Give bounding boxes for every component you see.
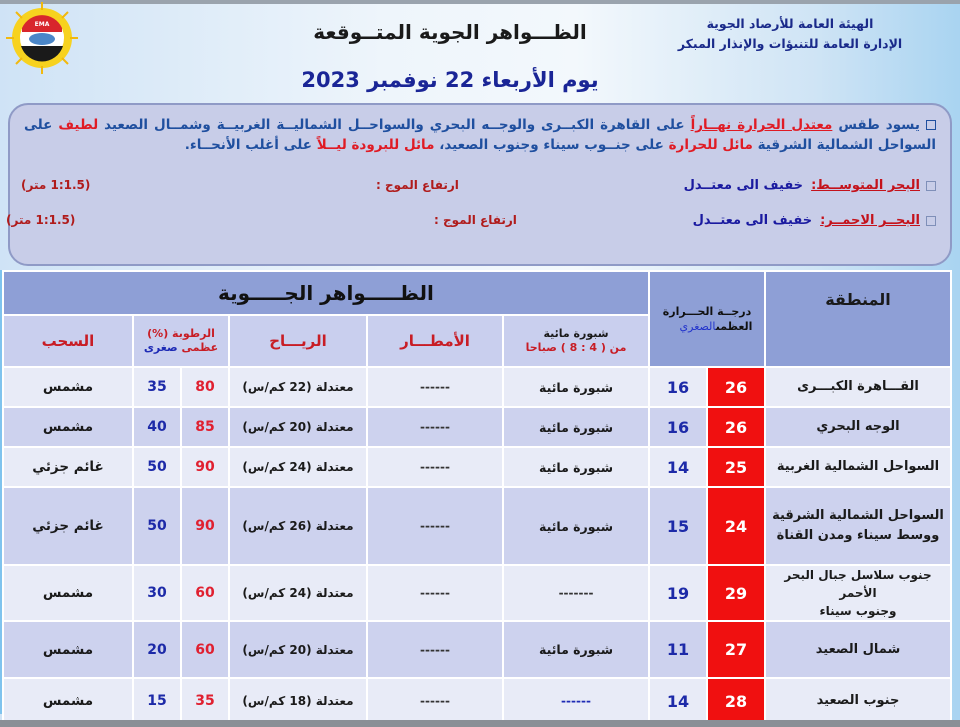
cell-humidity-max: 35 — [181, 678, 229, 724]
cell-fog: شبورة مائية — [503, 367, 649, 407]
header-wind: الريـــاح — [229, 315, 367, 367]
org-line-1: الهيئة العامة للأرصاد الجوية — [706, 16, 874, 31]
cell-rain: ------ — [367, 678, 503, 724]
cell-wind: معتدلة (20 كم/س) — [229, 407, 367, 447]
table-header-row-1 — [3, 271, 951, 315]
cell-wind: معتدلة (22 كم/س) — [229, 367, 367, 407]
cell-fog: ------- — [503, 565, 649, 621]
cell-humidity-min: 30 — [133, 565, 181, 621]
sea-name: البحر المتوســط: — [811, 178, 920, 193]
cell-wind: معتدلة (24 كم/س) — [229, 447, 367, 487]
header-humidity-label: الرطوبة (%) — [147, 327, 215, 340]
organization-name — [660, 14, 920, 54]
cell-humidity-max: 90 — [181, 487, 229, 565]
cell-wind: معتدلة (26 كم/س) — [229, 487, 367, 565]
cell-clouds: مشمس — [3, 367, 133, 407]
cell-temp-max: 26 — [707, 367, 765, 407]
cell-rain: ------ — [367, 407, 503, 447]
summary-text: على أغلب الأنحــاء. — [184, 137, 317, 153]
cell-temp-max: 27 — [707, 621, 765, 678]
wave-label: ارتفاع الموج : — [376, 178, 459, 192]
forecast-date: يوم الأربعاء 22 نوفمبر 2023 — [301, 68, 599, 92]
header-fog — [503, 315, 649, 367]
header-temperature — [649, 271, 765, 367]
sea-mediterranean — [16, 178, 936, 200]
cell-region: السواحل الشمالية الغربية — [765, 447, 951, 487]
cell-wind: معتدلة (18 كم/س) — [229, 678, 367, 724]
header-humidity-min: صغرى — [143, 341, 178, 354]
cell-temp-min: 19 — [649, 565, 707, 621]
table-row — [3, 407, 951, 447]
cell-temp-min: 14 — [649, 678, 707, 724]
cell-region — [765, 487, 951, 565]
cell-humidity-min: 50 — [133, 487, 181, 565]
sea-red-sea — [6, 213, 936, 235]
summary-highlight: معتدل الحرارة نهــاراً — [690, 117, 833, 133]
header-clouds: السحب — [3, 315, 133, 367]
top-border — [0, 0, 960, 4]
table-row — [3, 447, 951, 487]
cell-humidity-min: 50 — [133, 447, 181, 487]
header-phenomena: الظـــــواهر الجـــــوية — [3, 271, 649, 315]
cell-region — [765, 565, 951, 621]
wave-label: ارتفاع الموج : — [434, 213, 517, 227]
cell-region: جنوب الصعيد — [765, 678, 951, 724]
cell-temp-min: 11 — [649, 621, 707, 678]
wave-value: (1:1.5 متر) — [6, 213, 76, 227]
cell-wind: معتدلة (20 كم/س) — [229, 621, 367, 678]
cell-humidity-max: 80 — [181, 367, 229, 407]
cell-humidity-max: 85 — [181, 407, 229, 447]
cell-temp-max: 25 — [707, 447, 765, 487]
cell-region-line-1: جنوب سلاسل جبال البحر الأحمر — [784, 568, 932, 600]
cell-temp-max: 24 — [707, 487, 765, 565]
cell-temp-max: 28 — [707, 678, 765, 724]
page-title: الظـــواهر الجوية المتــوقعة — [313, 20, 587, 44]
summary-text: على السواحل الشمالية الشرقية — [24, 117, 936, 153]
summary-highlight: لطيف — [58, 117, 99, 133]
cell-humidity-min: 35 — [133, 367, 181, 407]
cell-clouds: مشمس — [3, 678, 133, 724]
cell-rain: ------ — [367, 565, 503, 621]
cell-region-line-2: وجنوب سيناء — [819, 604, 897, 618]
summary-text: على جنــوب سيناء وجنوب الصعيد، — [434, 137, 669, 153]
cell-rain: ------ — [367, 367, 503, 407]
cell-clouds: مشمس — [3, 407, 133, 447]
summary-highlight: مائل للبرودة ليــلاً — [316, 137, 435, 153]
header-temp-label: درجــة الحـــرارة — [662, 305, 752, 318]
header-region: المنطقة — [765, 271, 951, 367]
header-rain: الأمطـــار — [367, 315, 503, 367]
sea-name: البحــر الاحمــر: — [820, 213, 920, 228]
cell-temp-min: 16 — [649, 407, 707, 447]
cell-rain: ------ — [367, 487, 503, 565]
summary-text: على القاهرة الكبــرى والوجــه البحري والسواحــل الشماليــة الغربيــة وشمــال الصعيد — [98, 117, 691, 133]
cell-humidity-max: 90 — [181, 447, 229, 487]
cell-region: القـــاهرة الكبـــرى — [765, 367, 951, 407]
svg-text:EMA: EMA — [34, 21, 50, 28]
cell-clouds: مشمس — [3, 565, 133, 621]
cell-humidity-max: 60 — [181, 565, 229, 621]
cell-region: شمال الصعيد — [765, 621, 951, 678]
cell-region: الوجه البحري — [765, 407, 951, 447]
header-fog-label: شبورة مائية — [543, 327, 609, 340]
cell-clouds: غائم جزئي — [3, 487, 133, 565]
cell-fog: شبورة مائية — [503, 447, 649, 487]
header-humidity — [133, 315, 229, 367]
summary-text: يسود طقس — [832, 117, 920, 133]
summary-highlight: مائل للحرارة — [668, 137, 753, 153]
ema-logo-icon — [6, 2, 78, 74]
summary-box — [8, 103, 952, 266]
cell-fog: ------ — [503, 678, 649, 724]
cell-region-line-2: ووسط سيناء ومدن القناة — [776, 528, 940, 543]
cell-rain: ------ — [367, 447, 503, 487]
table-row — [3, 621, 951, 678]
checkbox-bullet-icon — [926, 216, 936, 226]
forecast-table — [4, 270, 952, 714]
cell-temp-min: 15 — [649, 487, 707, 565]
wave-value: (1:1.5 متر) — [21, 178, 91, 192]
sea-state: خفيف الى معتــدل — [683, 178, 804, 193]
cell-clouds: مشمس — [3, 621, 133, 678]
cell-rain: ------ — [367, 621, 503, 678]
cell-temp-max: 26 — [707, 407, 765, 447]
cell-region-line-1: السواحل الشمالية الشرقية — [772, 508, 944, 523]
cell-temp-min: 16 — [649, 367, 707, 407]
cell-humidity-min: 20 — [133, 621, 181, 678]
header-temp-min: الصغري — [679, 320, 716, 333]
header-humidity-max: عظمى — [181, 341, 219, 354]
bottom-border — [0, 720, 960, 727]
cell-wind: معتدلة (24 كم/س) — [229, 565, 367, 621]
cell-fog: شبورة مائية — [503, 407, 649, 447]
cell-temp-max: 29 — [707, 565, 765, 621]
header-temp-max: العظمى — [715, 320, 753, 333]
cell-temp-min: 14 — [649, 447, 707, 487]
cell-humidity-min: 40 — [133, 407, 181, 447]
table-row — [3, 565, 951, 621]
checkbox-bullet-icon — [926, 181, 936, 191]
summary-paragraph — [24, 115, 936, 155]
sea-state: خفيف الى معتــدل — [692, 213, 813, 228]
cell-fog: شبورة مائية — [503, 487, 649, 565]
header-fog-time: من ( 4 : 8 ) صباحا — [525, 341, 627, 354]
cell-clouds: غائم جزئي — [3, 447, 133, 487]
cell-humidity-max: 60 — [181, 621, 229, 678]
checkbox-bullet-icon — [926, 120, 936, 130]
table-row — [3, 367, 951, 407]
table-row — [3, 678, 951, 724]
org-line-2: الإدارة العامة للتنبؤات والإنذار المبكر — [677, 36, 903, 51]
cell-humidity-min: 15 — [133, 678, 181, 724]
cell-fog: شبورة مائية — [503, 621, 649, 678]
table-row — [3, 487, 951, 565]
